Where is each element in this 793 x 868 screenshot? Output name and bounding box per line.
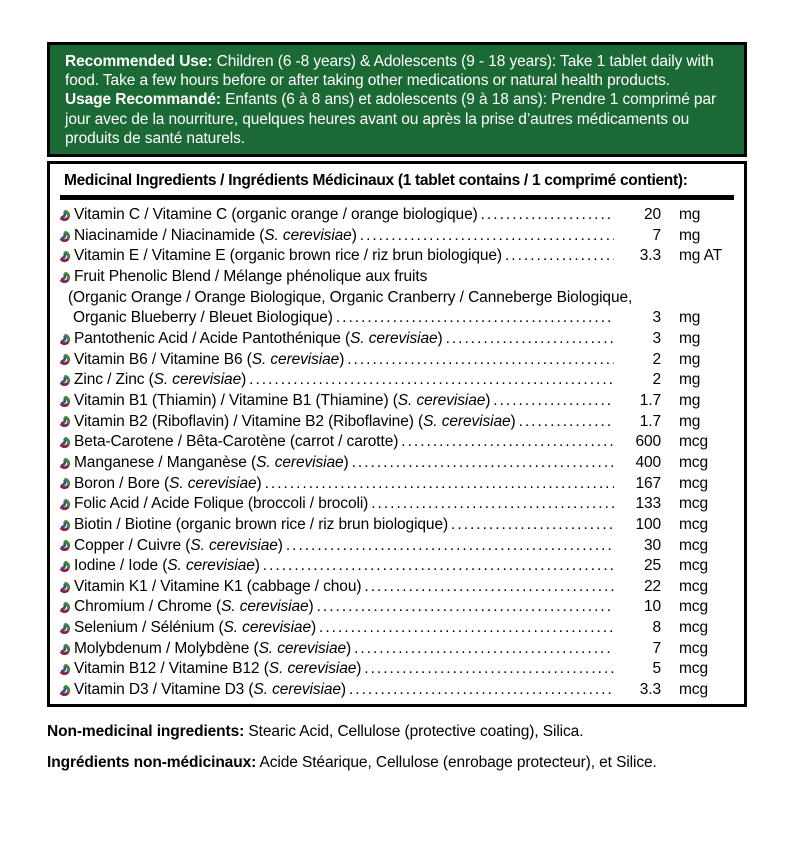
whole-food-swirl-icon (58, 519, 71, 532)
ingredient-amount: 3 (652, 309, 661, 327)
whole-food-swirl-icon (58, 622, 71, 635)
ingredient-label: Folic Acid / Acide Folique (broccoli / brocoli) (74, 495, 369, 513)
ingredient-label: Molybdenum / Molybdène (S. cerevisiae) (74, 639, 352, 657)
dot-leader (364, 659, 614, 680)
whole-food-swirl-icon (58, 374, 71, 387)
whole-food-swirl-icon (58, 581, 71, 594)
ingredient-amount: 1.7 (639, 412, 661, 430)
whole-food-swirl-icon (58, 353, 71, 366)
ingredient-unit: mcg (679, 639, 708, 657)
ingredient-row (58, 618, 736, 639)
dot-leader (265, 474, 614, 495)
whole-food-swirl-icon (58, 250, 71, 263)
non-medicinal-ingredients-en (47, 722, 747, 741)
ingredient-row (58, 329, 736, 350)
dot-leader (317, 597, 614, 618)
non-medicinal-ingredients-fr-label: Ingrédients non-médicinaux: (47, 753, 257, 771)
supplement-facts-label (47, 42, 747, 772)
ingredient-amount: 3.3 (639, 681, 661, 699)
ingredient-unit: mcg (679, 577, 708, 595)
ingredient-label: Iodine / Iode (S. cerevisiae) (74, 557, 260, 575)
whole-food-swirl-icon (58, 415, 71, 428)
dot-leader (354, 639, 614, 660)
ingredient-amount: 2 (652, 371, 661, 389)
ingredient-row (58, 494, 736, 515)
ingredient-unit: mcg (679, 660, 708, 678)
dot-leader (371, 494, 614, 515)
ingredient-row (58, 680, 736, 701)
ingredient-unit: mg (679, 391, 701, 409)
ingredient-unit: mcg (679, 536, 708, 554)
whole-food-swirl-icon (58, 457, 71, 470)
recommended-use-en-text: Children (6 -8 years) & Adolescents (9 - 18 years): Take 1 tablet daily with food. Take a few hours before or after taking other medications or natural health products. (65, 53, 714, 90)
dot-leader (364, 577, 614, 598)
whole-food-swirl-icon (58, 271, 71, 284)
recommended-use-panel (47, 42, 747, 157)
ingredient-label: Fruit Phenolic Blend / Mélange phénolique aux fruits (74, 267, 428, 285)
ingredient-amount: 5 (652, 660, 661, 678)
whole-food-swirl-icon (58, 395, 71, 408)
whole-food-swirl-icon (58, 477, 71, 490)
whole-food-swirl-icon (58, 601, 71, 614)
ingredient-label: Vitamin K1 / Vitamine K1 (cabbage / chou) (74, 577, 362, 595)
recommended-use-en (65, 52, 729, 90)
ingredient-row (58, 246, 736, 267)
ingredient-unit: mg (679, 371, 701, 389)
ingredient-label: Chromium / Chrome (S. cerevisiae) (74, 598, 314, 616)
ingredient-unit: mcg (679, 619, 708, 637)
ingredient-unit: mcg (679, 453, 708, 471)
ingredient-label: Niacinamide / Niacinamide (S. cerevisiae) (74, 226, 357, 244)
ingredient-amount: 100 (635, 515, 661, 533)
dot-leader (263, 556, 614, 577)
ingredient-label: (Organic Orange / Orange Biologique, Organic Cranberry / Canneberge Biologique, (68, 288, 633, 306)
dot-leader (319, 618, 614, 639)
whole-food-swirl-icon (58, 436, 71, 449)
ingredient-unit: mg (679, 206, 701, 224)
dot-leader (401, 432, 614, 453)
ingredient-unit: mcg (679, 474, 708, 492)
ingredient-unit: mg (679, 309, 701, 327)
ingredient-amount: 167 (635, 474, 661, 492)
whole-food-swirl-icon (58, 663, 71, 676)
ingredient-unit: mcg (679, 515, 708, 533)
ingredient-unit: mg (679, 226, 701, 244)
ingredient-amount: 133 (635, 495, 661, 513)
ingredient-label: Boron / Bore (S. cerevisiae) (74, 474, 262, 492)
dot-leader (249, 370, 614, 391)
dot-leader (451, 515, 614, 536)
ingredient-amount: 3 (652, 329, 661, 347)
ingredient-unit: mcg (679, 433, 708, 451)
ingredient-label: Copper / Cuivre (S. cerevisiae) (74, 536, 283, 554)
ingredient-unit: mg (679, 350, 701, 368)
recommended-use-fr (65, 90, 729, 148)
dot-leader (505, 246, 614, 267)
ingredient-row (58, 639, 736, 660)
ingredient-amount: 7 (652, 226, 661, 244)
dot-leader (349, 680, 614, 701)
ingredient-label: Vitamin B2 (Riboflavin) / Vitamine B2 (Riboflavine) (S. cerevisiae) (74, 412, 516, 430)
ingredient-amount: 2 (652, 350, 661, 368)
whole-food-swirl-icon (58, 333, 71, 346)
ingredient-row (58, 412, 736, 433)
ingredient-row (58, 391, 736, 412)
dot-leader (360, 226, 614, 247)
ingredient-label: Biotin / Biotine (organic brown rice / riz brun biologique) (74, 515, 449, 533)
ingredient-row (58, 577, 736, 598)
dot-leader (493, 391, 614, 412)
recommended-use-en-label: Recommended Use: (65, 53, 213, 70)
ingredient-list (58, 205, 736, 701)
ingredient-row (58, 515, 736, 536)
non-medicinal-ingredients-en-text: Stearic Acid, Cellulose (protective coating), Silica. (244, 722, 584, 740)
whole-food-swirl-icon (58, 684, 71, 697)
dot-leader (347, 350, 614, 371)
ingredient-label: Beta-Carotene / Bêta-Carotène (carrot / carotte) (74, 433, 399, 451)
whole-food-swirl-icon (58, 560, 71, 573)
ingredient-amount: 7 (652, 639, 661, 657)
ingredient-unit: mcg (679, 598, 708, 616)
dot-leader (336, 308, 614, 329)
non-medicinal-ingredients-en-label: Non-medicinal ingredients: (47, 722, 245, 740)
heading-rule (60, 195, 734, 200)
whole-food-swirl-icon (58, 230, 71, 243)
dot-leader (446, 329, 614, 350)
ingredient-row (58, 350, 736, 371)
ingredient-amount: 22 (643, 577, 661, 595)
ingredient-label: Vitamin D3 / Vitamine D3 (S. cerevisiae) (74, 681, 346, 699)
ingredient-label: Vitamin C / Vitamine C (organic orange / orange biologique) (74, 206, 478, 224)
ingredient-amount: 600 (635, 433, 661, 451)
ingredient-label: Manganese / Manganèse (S. cerevisiae) (74, 453, 349, 471)
ingredient-row (58, 205, 736, 226)
recommended-use-fr-label: Usage Recommandé: (65, 91, 221, 109)
ingredient-label: Vitamin E / Vitamine E (organic brown rice / riz brun biologique) (74, 247, 502, 265)
ingredient-row (58, 226, 736, 247)
ingredient-row (58, 267, 736, 288)
ingredient-amount: 400 (635, 453, 661, 471)
ingredient-unit: mg (679, 329, 701, 347)
ingredient-row (58, 370, 736, 391)
ingredient-label: Organic Blueberry / Bleuet Biologique) (73, 309, 333, 327)
ingredient-row (58, 556, 736, 577)
ingredient-label: Vitamin B1 (Thiamin) / Vitamine B1 (Thiamine) (S. cerevisiae) (74, 391, 491, 409)
ingredient-amount: 30 (643, 536, 661, 554)
ingredient-label: Vitamin B12 / Vitamine B12 (S. cerevisiae) (74, 660, 362, 678)
ingredient-amount: 3.3 (639, 247, 661, 265)
whole-food-swirl-icon (58, 498, 71, 511)
whole-food-swirl-icon (58, 539, 71, 552)
whole-food-swirl-icon (58, 643, 71, 656)
ingredient-amount: 8 (652, 619, 661, 637)
ingredient-label: Selenium / Sélénium (S. cerevisiae) (74, 619, 317, 637)
ingredient-label: Vitamin B6 / Vitamine B6 (S. cerevisiae) (74, 350, 345, 368)
ingredient-row (58, 432, 736, 453)
ingredient-row (58, 453, 736, 474)
ingredient-unit: mg (679, 412, 701, 430)
ingredient-unit: mcg (679, 557, 708, 575)
ingredient-row (58, 597, 736, 618)
ingredient-row (58, 536, 736, 557)
non-medicinal-ingredients-fr (47, 753, 747, 772)
ingredient-amount: 10 (643, 598, 661, 616)
ingredient-row (58, 288, 736, 309)
dot-leader (481, 205, 614, 226)
ingredient-amount: 20 (643, 206, 661, 224)
ingredient-unit: mg AT (679, 247, 723, 265)
medicinal-ingredients-panel (47, 161, 747, 707)
ingredient-label: Pantothenic Acid / Acide Pantothénique (S. cerevisiae) (74, 329, 443, 347)
dot-leader (286, 536, 614, 557)
ingredient-unit: mcg (679, 495, 708, 513)
ingredient-label: Zinc / Zinc (S. cerevisiae) (74, 371, 247, 389)
ingredient-amount: 1.7 (639, 391, 661, 409)
ingredient-row (58, 474, 736, 495)
ingredient-amount: 25 (643, 557, 661, 575)
ingredient-row (58, 659, 736, 680)
ingredient-unit: mcg (679, 681, 708, 699)
non-medicinal-ingredients-fr-text: Acide Stéarique, Cellulose (enrobage protecteur), et Silice. (256, 753, 657, 771)
dot-leader (352, 453, 614, 474)
recommended-use-fr-text: Enfants (6 à 8 ans) et adolescents (9 à 18 ans): Prendre 1 comprimé par jour avec de la nourriture, quelques heures avant ou après la prise d’autres médicaments ou produits de santé naturels. (65, 91, 717, 147)
ingredient-row (58, 308, 736, 329)
medicinal-ingredients-heading: Medicinal Ingredients / Ingrédients Médicinaux (1 tablet contains / 1 comprimé contient): (64, 172, 688, 190)
whole-food-swirl-icon (58, 209, 71, 222)
dot-leader (519, 412, 614, 433)
